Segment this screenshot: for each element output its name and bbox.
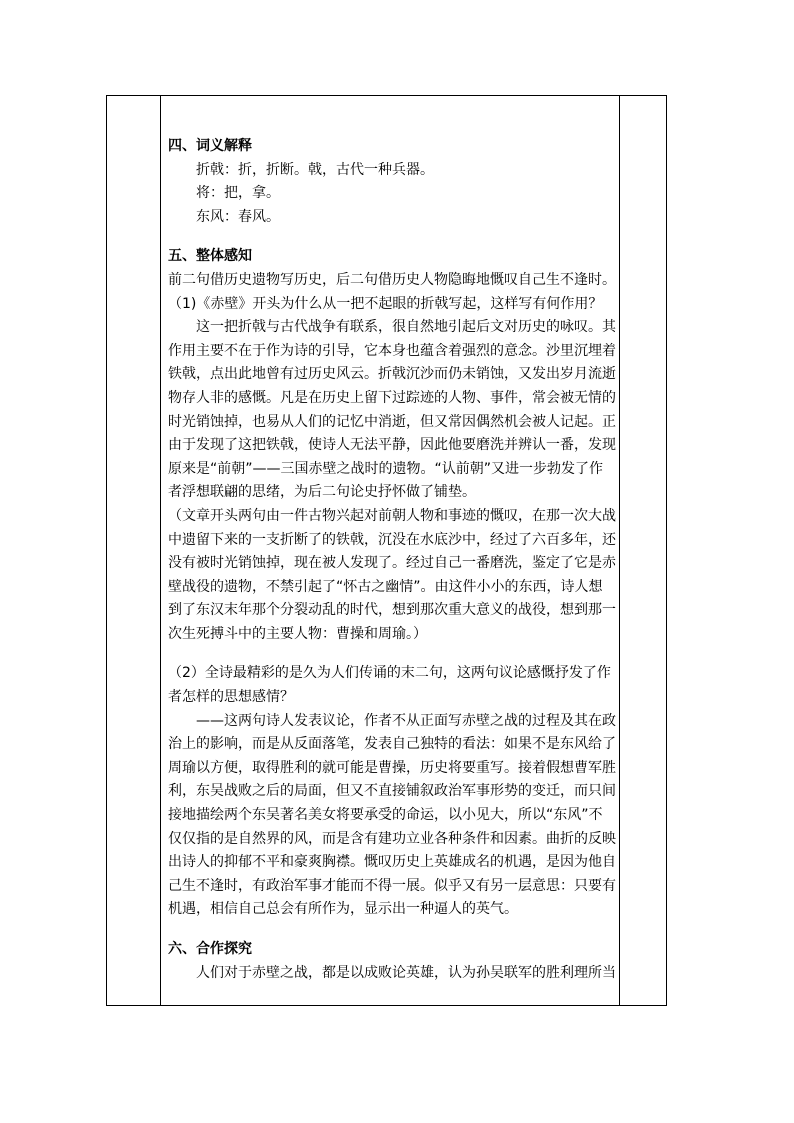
question-text: （1)《赤壁》开头为什么从一把不起眼的折戟写起，这样写有何作用？ [168, 295, 603, 312]
definition-list [168, 159, 616, 230]
definition-item: 东风：春风。 [196, 208, 280, 225]
note-text: （文章开头两句由一件古物兴起对前朝人物和事迹的慨叹，在那一次大战中遗留下来的一支折断了的铁戟，沉没在水底沙中，经过了六百多年，还没有被时光销蚀掉，现在被人发现了。经过自己一番磨洗，鉴定了它是赤壁战役的遗物，不禁引起了“怀古之幽情”。由这件小小的东西，诗人想到了东汉末年那个分裂动乱的时代，想到那次重大意义的战役，想到那一次生死搏斗中的主要人物：曹操和周瑜。） [168, 507, 616, 642]
definition-item: 将：把，拿。 [196, 185, 280, 202]
lesson-table [106, 95, 667, 1006]
content-cell [161, 96, 620, 1005]
answer-text: ——这两句诗人发表议论，作者不从正面写赤壁之战的过程及其在政治上的影响，而是从反面落笔，发表自己独特的看法：如果不是东风给了周瑜以方便，取得胜利的就可能是曹操，历史将要重写。接着假想曹军胜利，东吴战败之后的局面，但又不直接铺叙政治军事形势的变迁，而只间接地描绘两个东吴著名美女将要承受的命运，以小见大，所以“东风”不仅仅指的是自然界的风，而是含有建功立业各种条件和因素。曲折的反映出诗人的抑郁不平和豪爽胸襟。慨叹历史上英雄成名的机遇，是因为他自己生不逢时，有政治军事才能而不得一展。似乎又有另一层意思：只要有机遇，相信自己总会有所作为，显示出一种逼人的英气。 [168, 712, 616, 918]
question-text: （2）全诗最精彩的是久为人们传诵的末二句，这两句议论感慨抒发了作者怎样的思想感情？ [168, 665, 611, 706]
summary-text: 前二句借历史遗物写历史，后二句借历史人物隐晦地慨叹自己生不逢时。 [168, 271, 616, 288]
answer-text: 这一把折戟与古代战争有联系，很自然地引起后文对历史的咏叹。其作用主要不在于作为诗的引导，它本身也蕴含着强烈的意念。沙里沉埋着铁戟，点出此地曾有过历史风云。折戟沉沙而仍未销蚀，又发出岁月流逝物存人非的感慨。凡是在历史上留下过踪迹的人物、事件，常会被无情的时光销蚀掉，也易从人们的记忆中消逝，但又常因偶然机会被人记起。正由于发现了这把铁戟，使诗人无法平静，因此他要磨洗并辨认一番，发现原来是“前朝”——三国赤壁之战时的遗物。“认前朝”又进一步勃发了作者浮想联翩的思绪，为后二句论史抒怀做了铺垫。 [168, 319, 616, 501]
section-heading: 六、合作探究 [168, 941, 252, 957]
definition-item: 折戟：折，折断。戟，古代一种兵器。 [196, 161, 434, 178]
paragraph-text: 人们对于赤壁之战，都是以成败论英雄，认为孙吴联军的胜利理所当 [196, 964, 616, 981]
section-heading: 四、词义解释 [168, 138, 252, 154]
section-heading: 五、整体感知 [168, 248, 252, 265]
